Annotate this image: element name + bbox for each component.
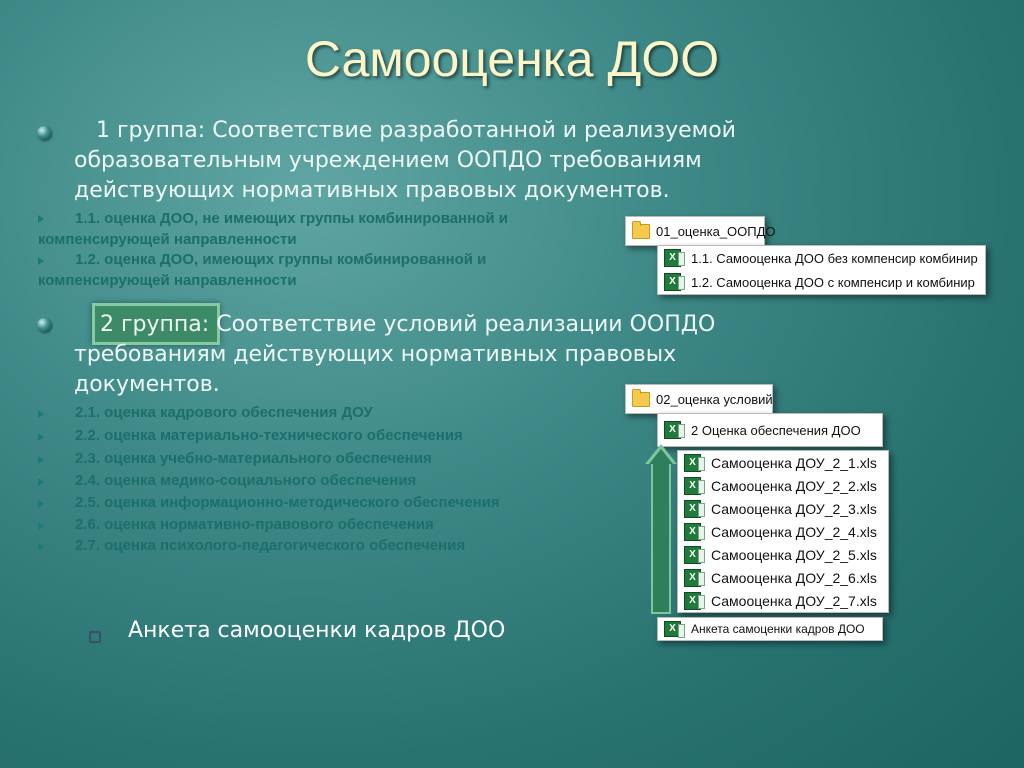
- xls-file-label: Самооценка ДОУ_2_6.xls: [711, 569, 877, 586]
- sub-1-1-line2: компенсирующей направленности: [38, 231, 297, 248]
- sub-2-6: 2.6. оценка нормативно-правового обеспечения: [75, 516, 434, 533]
- group1-text: [74, 116, 736, 206]
- sub-2-5: 2.5. оценка информационно-методического обеспечения: [75, 494, 500, 511]
- xls-file-list: [677, 450, 889, 613]
- folder-conditions-label: 02_оценка условий: [656, 391, 773, 407]
- xls-file-label: Самооценка ДОУ_2_3.xls: [711, 500, 877, 517]
- folder-oopdo-label: 01_оценка_ООПДО: [656, 223, 776, 239]
- file-2[interactable]: [657, 413, 883, 447]
- triangle-bullet-icon: [38, 522, 44, 530]
- group1-line2: образовательным учреждением ООПДО требованиям: [74, 148, 702, 173]
- sub-1-1-line1: 1.1. оценка ДОО, не имеющих группы комбинированной и: [75, 210, 508, 227]
- files-group1: [657, 245, 986, 295]
- anketa-text: Анкета самооценки кадров ДОО: [128, 618, 506, 643]
- up-arrow-icon-inner: [649, 449, 673, 464]
- xls-file-item[interactable]: [678, 454, 877, 472]
- group2-text: [74, 310, 715, 400]
- folder-icon: [632, 224, 650, 239]
- bullet-orb-icon: [37, 126, 51, 140]
- xls-file-item[interactable]: [678, 477, 877, 495]
- excel-file-icon: X: [684, 569, 701, 587]
- file-1-1[interactable]: [658, 246, 978, 270]
- anketa-file[interactable]: [657, 617, 883, 641]
- xls-file-label: Самооценка ДОУ_2_4.xls: [711, 523, 877, 540]
- group2-line2: требованиям действующих нормативных правовых: [74, 342, 677, 367]
- excel-file-icon: X: [664, 421, 681, 439]
- sub-2-2: 2.2. оценка материально-технического обеспечения: [75, 427, 463, 444]
- group2-line1: : Соответствие условий реализации ООПДО: [201, 312, 716, 337]
- xls-file-item[interactable]: [678, 592, 877, 610]
- group2-line3: документов.: [74, 372, 220, 397]
- excel-file-icon: X: [664, 273, 681, 291]
- xls-file-item[interactable]: [678, 546, 877, 564]
- group1-line1: 1 группа: Соответствие разработанной и реализуемой: [96, 118, 736, 143]
- xls-file-label: Самооценка ДОУ_2_1.xls: [711, 454, 877, 471]
- bullet-orb-icon: [37, 318, 51, 332]
- triangle-bullet-icon: [38, 433, 44, 441]
- sub-2-7: 2.7. оценка психолого-педагогического обеспечения: [75, 537, 466, 554]
- up-arrow-shaft: [651, 462, 671, 614]
- triangle-bullet-icon: [38, 500, 44, 508]
- group1-line3: действующих нормативных правовых документов.: [74, 178, 670, 203]
- triangle-bullet-icon: [38, 456, 44, 464]
- folder-icon: [632, 392, 650, 407]
- xls-file-item[interactable]: [678, 500, 877, 518]
- anketa-file-label: Анкета самоценки кадров ДОО: [691, 622, 865, 636]
- triangle-bullet-icon: [38, 410, 44, 418]
- excel-file-icon: X: [664, 249, 681, 267]
- excel-file-icon: X: [684, 500, 701, 518]
- triangle-bullet-icon: [38, 215, 44, 223]
- slide-title: Самооценка ДОО: [304, 31, 720, 87]
- excel-file-icon: X: [684, 477, 701, 495]
- file-2-label: 2 Оценка обеспечения ДОО: [691, 422, 861, 438]
- triangle-bullet-icon: [38, 543, 44, 551]
- excel-file-icon: X: [684, 454, 701, 472]
- xls-file-label: Самооценка ДОУ_2_7.xls: [711, 592, 877, 609]
- xls-file-label: Самооценка ДОУ_2_5.xls: [711, 546, 877, 563]
- group2-label: 2 группа: [100, 312, 202, 337]
- triangle-bullet-icon: [38, 478, 44, 486]
- triangle-bullet-icon: [38, 257, 44, 265]
- sub-2-3: 2.3. оценка учебно-материального обеспечения: [75, 450, 432, 467]
- hollow-square-bullet-icon: [89, 631, 101, 643]
- sub-1-2-line1: 1.2. оценка ДОО, имеющих группы комбинированной и: [75, 251, 487, 268]
- folder-conditions[interactable]: [625, 384, 773, 414]
- sub-2-1: 2.1. оценка кадрового обеспечения ДОУ: [75, 404, 373, 421]
- excel-file-icon: X: [684, 546, 701, 564]
- xls-file-label: Самооценка ДОУ_2_2.xls: [711, 477, 877, 494]
- folder-oopdo[interactable]: [625, 216, 776, 246]
- xls-file-item[interactable]: [678, 569, 877, 587]
- file-1-2-label: 1.2. Самооценка ДОО с компенсир и комбинир: [691, 274, 975, 290]
- excel-file-icon: X: [684, 523, 701, 541]
- file-1-2[interactable]: [658, 270, 975, 294]
- file-1-1-label: 1.1. Самооценка ДОО без компенсир комбинир: [691, 250, 978, 266]
- excel-file-icon: X: [664, 621, 681, 637]
- xls-file-item[interactable]: [678, 523, 877, 541]
- sub-2-4: 2.4. оценка медико-социального обеспечения: [75, 472, 417, 489]
- sub-1-2-line2: компенсирующей направленности: [38, 272, 297, 289]
- excel-file-icon: X: [684, 592, 701, 610]
